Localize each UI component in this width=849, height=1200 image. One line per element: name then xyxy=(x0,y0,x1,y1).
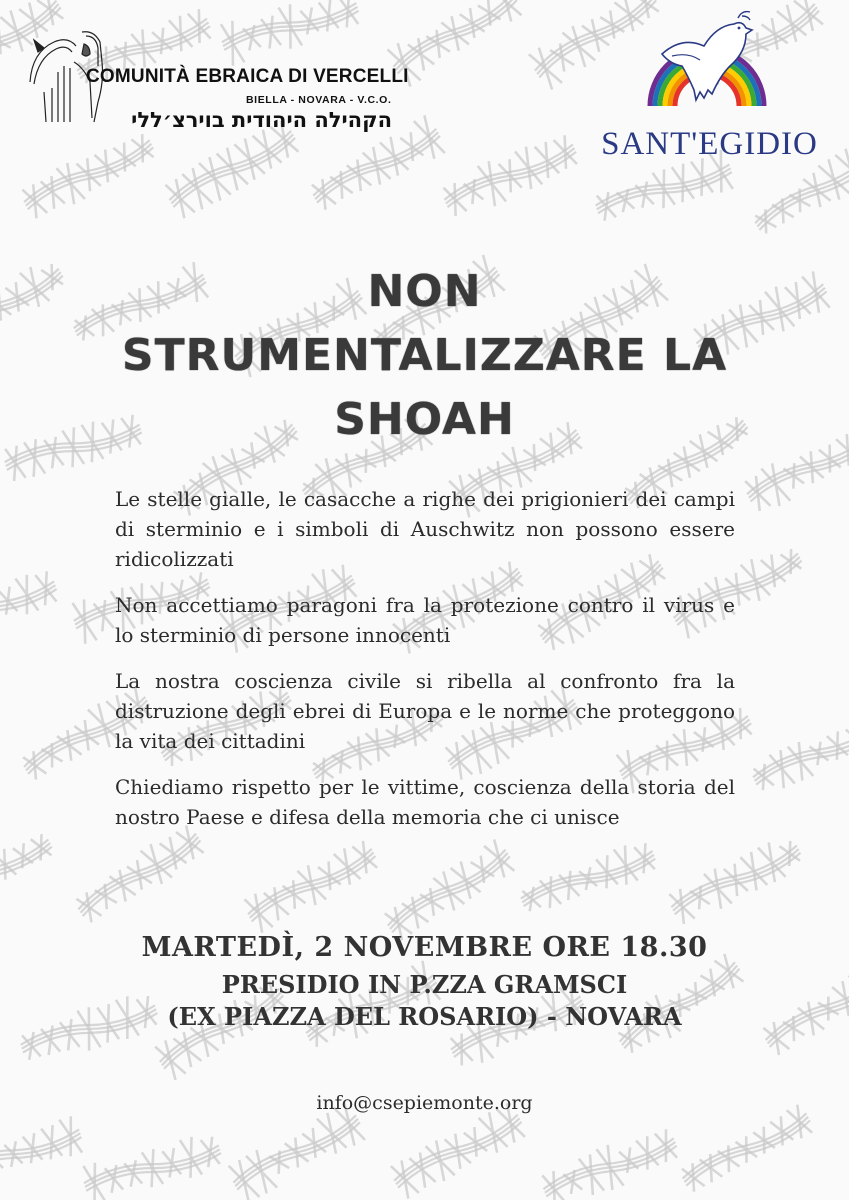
statement-paragraphs xyxy=(115,484,735,848)
paragraph: Chiediamo rispetto per le vittime, coscienza della storia del nostro Paese e difesa della memoria che ci unisce xyxy=(115,775,735,829)
community-logo xyxy=(24,22,409,132)
title-line-2: STRUMENTALIZZARE LA xyxy=(121,330,728,381)
event-date: MARTEDÌ, 2 NOVEMBRE ORE 18.30 xyxy=(141,932,708,963)
santegidio-logo xyxy=(582,6,837,166)
community-name: COMUNITÀ EBRAICA DI VERCELLI xyxy=(86,66,409,87)
paragraph: Non accettiamo paragoni fra la protezione contro il virus e lo sterminio di persone innocenti xyxy=(115,593,735,647)
paragraph: La nostra coscienza civile si ribella al confronto fra la distruzione degli ebrei di Europa e le norme che proteggono la vita dei cittadini xyxy=(115,669,735,753)
santegidio-name: SANT'EGIDIO xyxy=(601,126,818,162)
community-hebrew-name: הקהילה היהודית בוירצ׳ללי xyxy=(131,108,392,132)
community-subtitle: BIELLA - NOVARA - V.C.O. xyxy=(246,94,392,106)
dove-rainbow-icon xyxy=(642,6,772,114)
title-line-3: SHOAH xyxy=(334,394,515,445)
paragraph: Le stelle gialle, le casacche a righe dei prigionieri dei campi di sterminio e i simboli di Auschwitz non possono essere ridicolizzati xyxy=(115,487,735,571)
title-line-1: NON xyxy=(367,266,482,317)
event-place-note: (EX PIAZZA DEL ROSARIO) - NOVARA xyxy=(167,1002,682,1031)
contact-email[interactable]: info@csepiemonte.org xyxy=(316,1092,533,1114)
event-place: PRESIDIO IN P.ZZA GRAMSCI xyxy=(221,970,628,999)
